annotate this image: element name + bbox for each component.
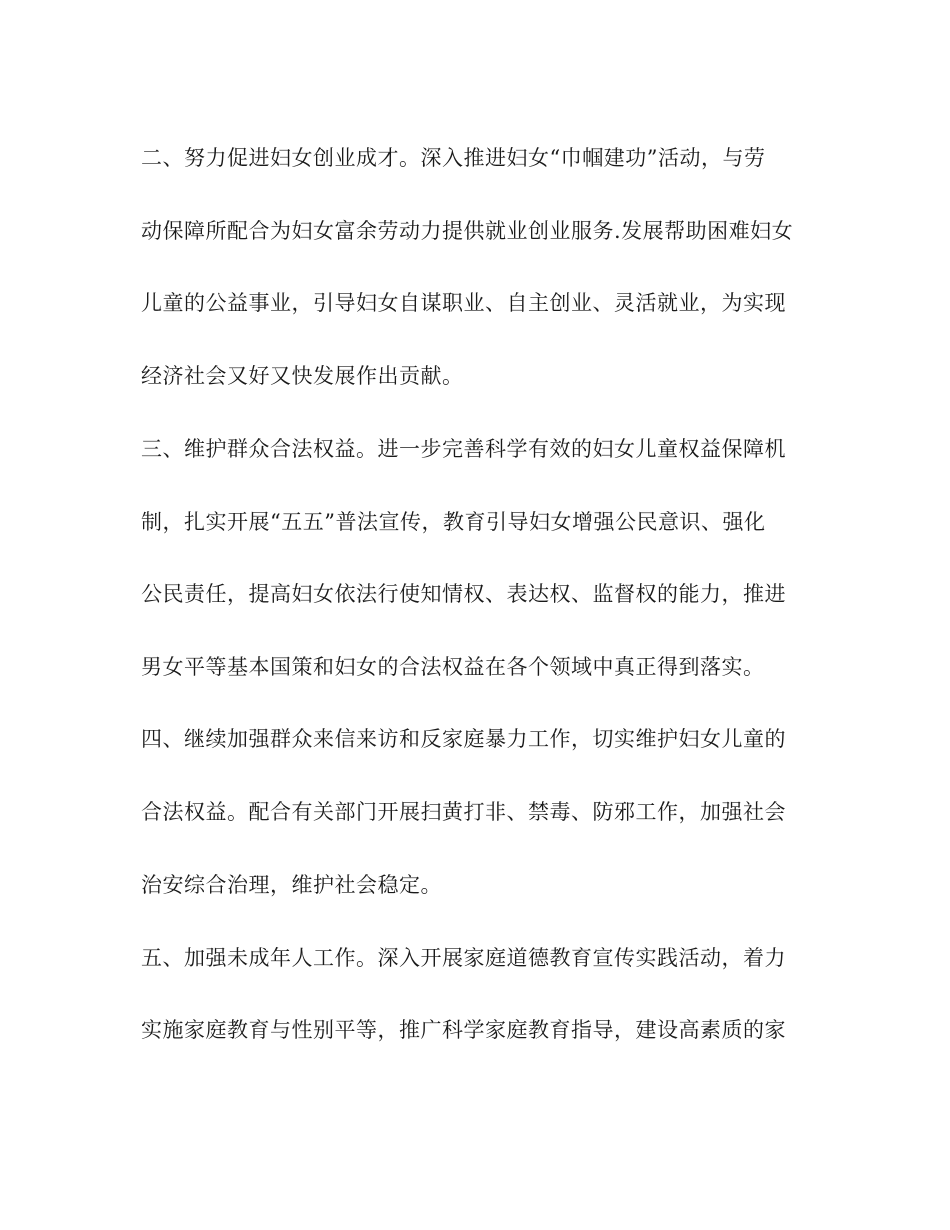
text-line: 经济社会又好又快发展作出贡献。: [141, 364, 464, 388]
text-line: 动保障所配合为妇女富余劳动力提供就业创业服务.发展帮助困难妇女: [141, 219, 794, 243]
text-line: 制，扎实开展“五五”普法宣传，教育引导妇女增强公民意识、强化: [141, 510, 766, 534]
text-line: 五、加强未成年人工作。深入开展家庭道德教育宣传实践活动，着力: [141, 946, 786, 970]
text-line: 治安综合治理，维护社会稳定。: [141, 873, 442, 897]
text-line: 实施家庭教育与性别平等，推广科学家庭教育指导，建设高素质的家: [141, 1018, 786, 1042]
text-line: 合法权益。配合有关部门开展扫黄打非、禁毒、防邪工作，加强社会: [141, 800, 786, 824]
text-line: 公民责任，提高妇女依法行使知情权、表达权、监督权的能力，推进: [141, 582, 786, 606]
text-line: 儿童的公益事业，引导妇女自谋职业、自主创业、灵活就业，为实现: [141, 291, 786, 315]
text-line: 四、继续加强群众来信来访和反家庭暴力工作，切实维护妇女儿童的: [141, 727, 786, 751]
text-line: 二、努力促进妇女创业成才。深入推进妇女“巾帼建功”活动，与劳: [141, 146, 766, 170]
text-line: 男女平等基本国策和妇女的合法权益在各个领域中真正得到落实。: [141, 655, 765, 679]
text-line: 三、维护群众合法权益。进一步完善科学有效的妇女儿童权益保障机: [141, 437, 786, 461]
